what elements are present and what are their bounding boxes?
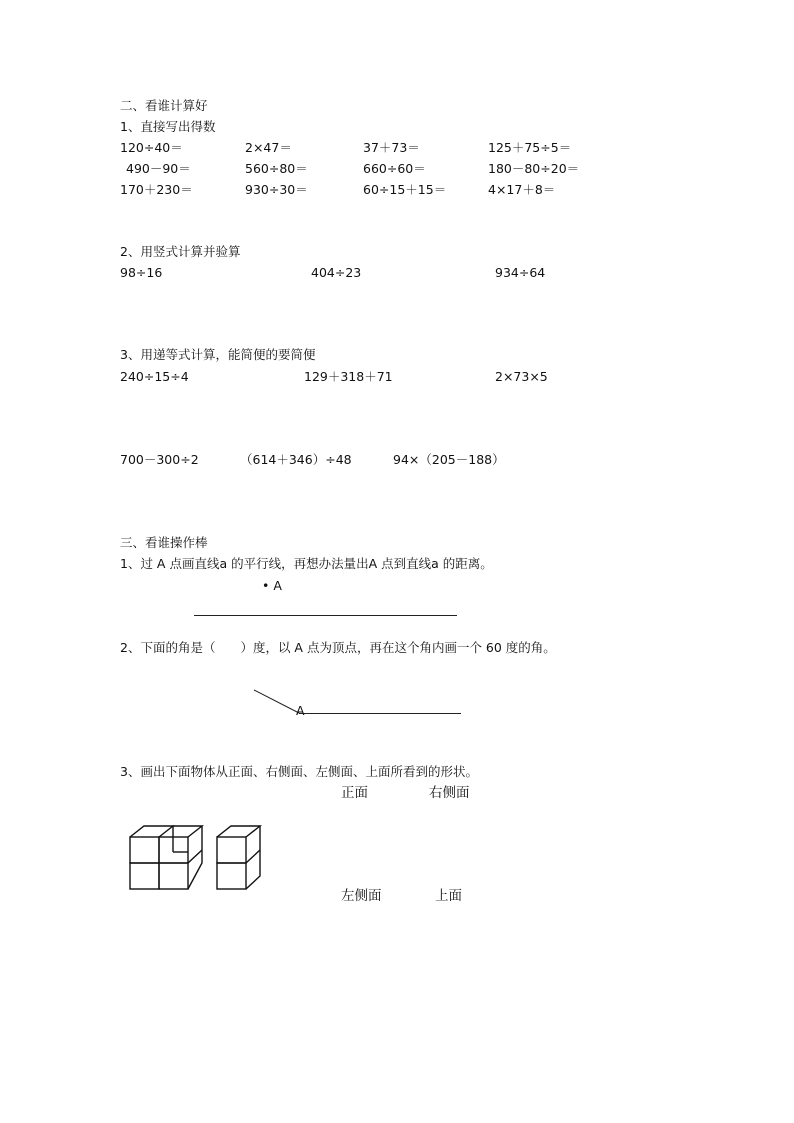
vertical-calc-item: 934÷64 — [495, 265, 546, 280]
calc-item: 120÷40＝ — [120, 140, 183, 155]
point-a-label: • A — [262, 578, 282, 593]
calc-item: 125＋75÷5＝ — [488, 140, 572, 155]
calc-item: 180－80÷20＝ — [488, 161, 580, 176]
s3-q2-title: 2、下面的角是（ ）度，以 A 点为顶点，再在这个角内画一个 60 度的角。 — [120, 640, 556, 655]
angle-vertex-label: A — [296, 703, 305, 718]
calc-item: 170＋230＝ — [120, 182, 193, 197]
calc-item: 4×17＋8＝ — [488, 182, 556, 197]
calc-item: 930÷30＝ — [245, 182, 308, 197]
stepwise-calc-item: 129＋318＋71 — [304, 369, 393, 384]
stepwise-calc-item: 2×73×5 — [495, 369, 548, 384]
stepwise-calc-item: 94×（205－188） — [393, 452, 505, 467]
view-label-top: 上面 — [435, 888, 462, 904]
calc-item: 660÷60＝ — [363, 161, 426, 176]
calc-item: 490－90＝ — [126, 161, 191, 176]
calc-item: 560÷80＝ — [245, 161, 308, 176]
vertical-calc-item: 404÷23 — [311, 265, 362, 280]
vertical-calc-item: 98÷16 — [120, 265, 163, 280]
q3-title: 3、用递等式计算，能简便的要简便 — [120, 347, 316, 362]
q1-title: 1、直接写出得数 — [120, 119, 216, 134]
stepwise-calc-item: 700－300÷2 — [120, 452, 199, 467]
calc-item: 2×47＝ — [245, 140, 292, 155]
q2-title: 2、用竖式计算并验算 — [120, 244, 241, 259]
section3-heading: 三、看谁操作棒 — [120, 535, 208, 550]
calc-item: 60÷15＋15＝ — [363, 182, 447, 197]
section2-heading: 二、看谁计算好 — [120, 98, 208, 113]
calc-item: 37＋73＝ — [363, 140, 420, 155]
view-label-front: 正面 — [341, 785, 368, 801]
s3-q1-title: 1、过 A 点画直线a 的平行线，再想办法量出A 点到直线a 的距离。 — [120, 556, 493, 571]
stepwise-calc-item: （614＋346）÷48 — [240, 452, 352, 467]
stepwise-calc-item: 240÷15÷4 — [120, 369, 189, 384]
view-label-left: 左侧面 — [341, 888, 382, 904]
view-label-right: 右侧面 — [429, 785, 470, 801]
s3-q3-title: 3、画出下面物体从正面、右侧面、左侧面、上面所看到的形状。 — [120, 764, 478, 779]
